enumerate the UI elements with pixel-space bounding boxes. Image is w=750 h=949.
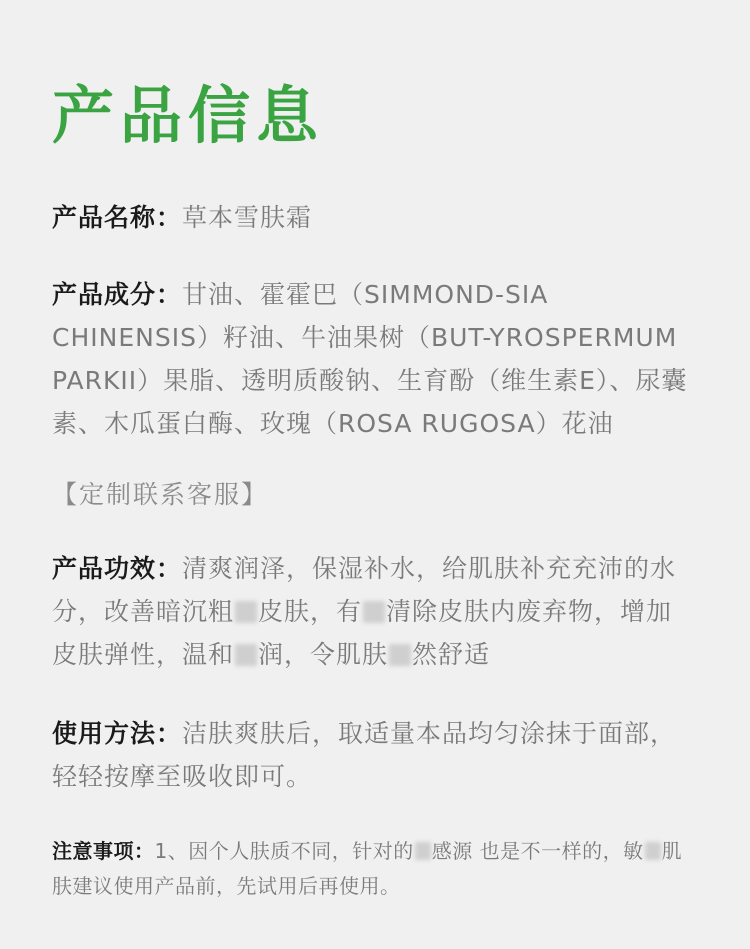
custom-service-note: 【定制联系客服】 — [52, 480, 269, 510]
section-caution — [52, 834, 698, 904]
product-name-value: 草本雪肤霜 — [182, 203, 313, 233]
ingredients-row — [52, 273, 698, 445]
effect-text-4: 润，令肌肤 — [258, 640, 389, 670]
section-product-name — [52, 196, 698, 239]
redacted-mark-3 — [235, 644, 257, 666]
usage-label: 使用方法： — [52, 719, 183, 749]
effect-label: 产品功效： — [52, 554, 183, 584]
caution-text-3: 肌肤建议使用产品前，先试用后再使用。 — [52, 839, 683, 899]
section-usage — [52, 712, 698, 798]
section-ingredients — [52, 273, 698, 445]
effect-text-3: 清除皮肤内废弃物，增加皮肤弹性，温和 — [52, 597, 673, 670]
ingredients-value: 甘油、霍霍巴（SIMMOND-SIA CHINENSIS）籽油、牛油果树（BUT-YROSPERMUM PARKII）果脂、透明质酸钠、生育酚（维生素E）、尿囊素、木瓜蛋白酶、玫瑰（ROSA RUGOSA）花油 — [52, 280, 688, 439]
usage-row — [52, 712, 698, 798]
redacted-mark-6 — [645, 842, 661, 860]
product-name-label: 产品名称： — [52, 203, 183, 233]
effect-text-5: 然舒适 — [412, 640, 491, 670]
caution-text-2: 感源 也是不一样的，敏 — [431, 839, 644, 864]
usage-value: 洁肤爽肤后，取适量本品均匀涂抹于面部，轻轻按摩至吸收即可。 — [52, 719, 677, 792]
section-effect — [52, 547, 698, 676]
effect-text-2: 皮肤，有 — [258, 597, 363, 627]
effect-text-1: 清爽润泽，保湿补水，给肌肤补充充沛的水分，改善暗沉粗 — [52, 554, 677, 627]
redacted-mark-2 — [363, 601, 385, 623]
page-title: 产品信息 — [52, 79, 325, 152]
redacted-mark-4 — [389, 644, 411, 666]
redacted-mark-1 — [235, 601, 257, 623]
caution-text-1: 1、因个人肤质不同，针对的 — [154, 839, 414, 864]
ingredients-label: 产品成分： — [52, 280, 183, 310]
product-name-row — [52, 196, 698, 239]
redacted-mark-5 — [415, 842, 431, 860]
effect-row — [52, 547, 698, 676]
caution-label: 注意事项： — [52, 839, 155, 864]
